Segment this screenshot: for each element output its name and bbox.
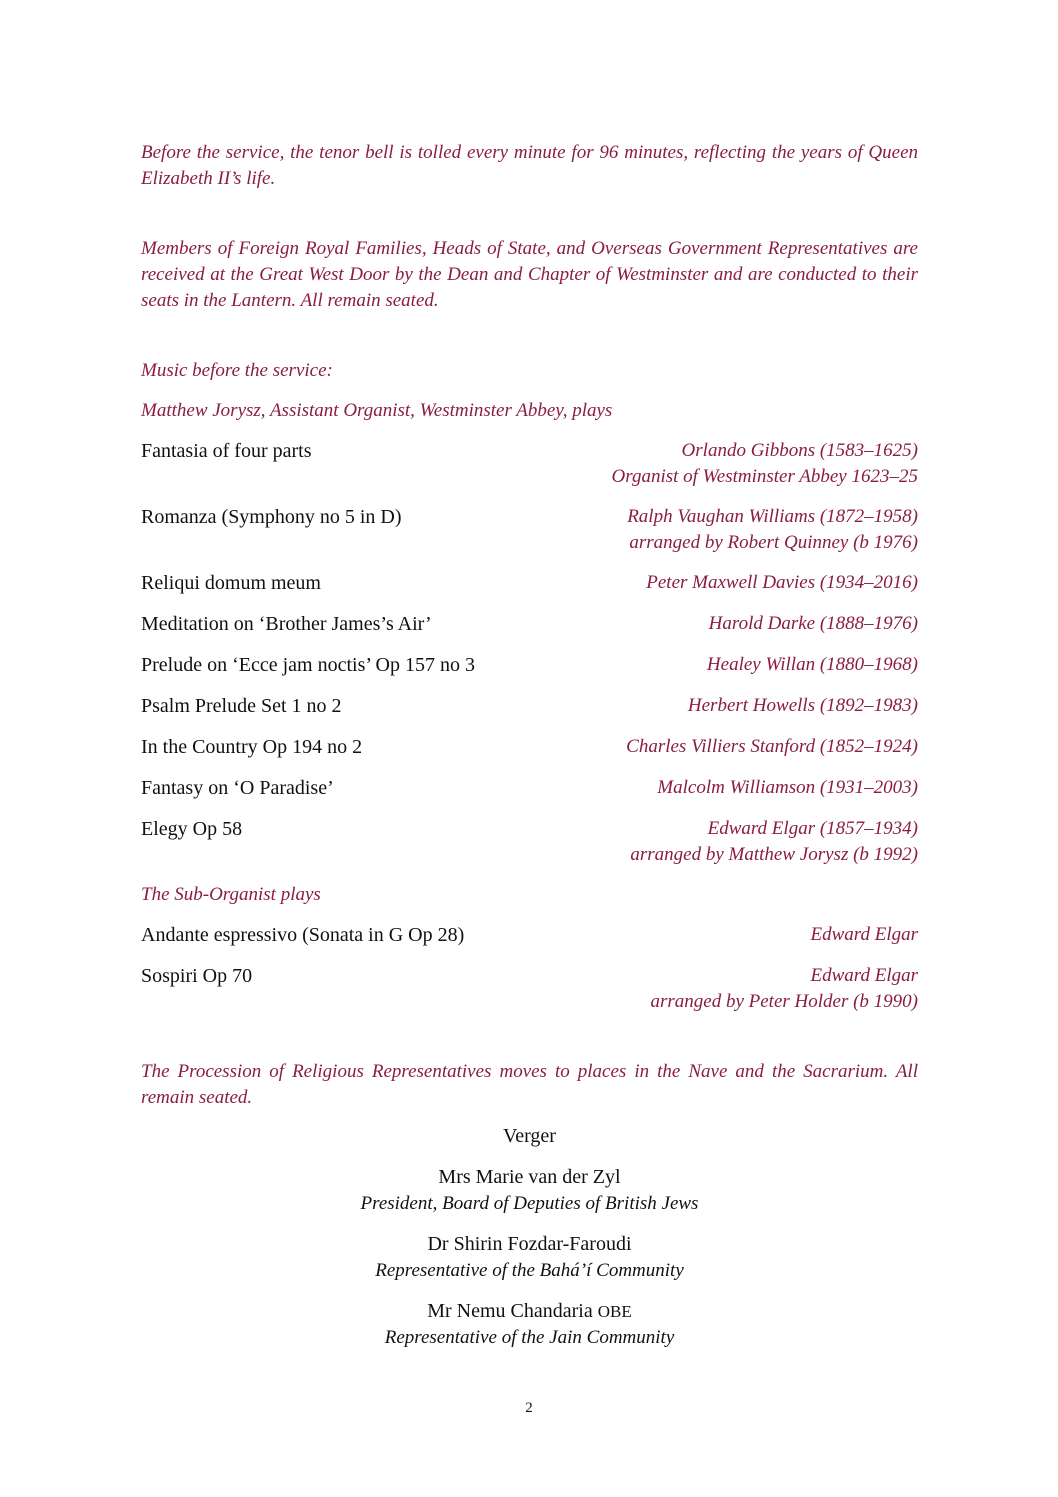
piece-title: Meditation on ‘Brother James’s Air’ bbox=[141, 613, 432, 635]
piece-title: Fantasia of four parts bbox=[141, 440, 312, 462]
composer-name: Harold Darke (1888–1976) bbox=[708, 613, 918, 634]
composer-note: arranged by Peter Holder (b 1990) bbox=[650, 991, 918, 1012]
composer-credit bbox=[626, 734, 918, 760]
representative-name-line bbox=[141, 1298, 918, 1325]
representative-role: President, Board of Deputies of British Jews bbox=[360, 1193, 699, 1214]
piece-title: Elegy Op 58 bbox=[141, 818, 243, 840]
composer-name: Peter Maxwell Davies (1934–2016) bbox=[646, 572, 918, 593]
composer-credit bbox=[630, 816, 918, 868]
music-row bbox=[141, 438, 918, 490]
composer-credit bbox=[612, 438, 918, 490]
piece-title: Sospiri Op 70 bbox=[141, 965, 253, 987]
representative-role: Representative of the Jain Community bbox=[384, 1327, 675, 1348]
music-row bbox=[141, 734, 918, 761]
sub-organist-line: The Sub-Organist plays bbox=[141, 884, 321, 905]
organist-line: Matthew Jorysz, Assistant Organist, Westminster Abbey, plays bbox=[141, 400, 613, 421]
composer-name: Charles Villiers Stanford (1852–1924) bbox=[626, 736, 918, 757]
music-row bbox=[141, 963, 918, 1015]
piece-title: In the Country Op 194 no 2 bbox=[141, 736, 363, 758]
music-row bbox=[141, 693, 918, 720]
composer-name: Healey Willan (1880–1968) bbox=[706, 654, 918, 675]
music-list bbox=[141, 438, 918, 868]
composer-note: Organist of Westminster Abbey 1623–25 bbox=[611, 466, 918, 487]
representative-name: Mr Nemu Chandaria bbox=[427, 1300, 593, 1322]
sub-organist-music-list bbox=[141, 922, 918, 1015]
music-row bbox=[141, 775, 918, 802]
composer-name: Ralph Vaughan Williams (1872–1958) bbox=[627, 506, 918, 527]
piece-title: Fantasy on ‘O Paradise’ bbox=[141, 777, 334, 799]
composer-credit bbox=[650, 963, 918, 1015]
music-row bbox=[141, 611, 918, 638]
composer-name: Orlando Gibbons (1583–1625) bbox=[681, 440, 918, 461]
bell-rubric: Before the service, the tenor bell is tolled every minute for 96 minutes, reflecting the years of Queen Elizabeth II’s life. bbox=[141, 142, 918, 189]
representative-role: Representative of the Bahá’í Community bbox=[375, 1260, 684, 1281]
piece-title: Andante espressivo (Sonata in G Op 28) bbox=[141, 924, 465, 946]
composer-name: Edward Elgar bbox=[810, 924, 918, 945]
procession-rubric: The Procession of Religious Representatives moves to places in the Nave and the Sacrarium. All remain seated. bbox=[141, 1061, 918, 1108]
composer-credit bbox=[688, 693, 918, 719]
verger-block bbox=[141, 1123, 918, 1150]
composer-credit bbox=[646, 570, 918, 596]
composer-name: Herbert Howells (1892–1983) bbox=[687, 695, 918, 716]
representative-name: Dr Shirin Fozdar-Faroudi bbox=[427, 1233, 632, 1255]
composer-credit bbox=[707, 652, 918, 678]
verger-label: Verger bbox=[503, 1125, 556, 1147]
piece-title: Romanza (Symphony no 5 in D) bbox=[141, 506, 402, 528]
composer-name: Edward Elgar (1857–1934) bbox=[707, 818, 918, 839]
reception-rubric: Members of Foreign Royal Families, Heads of State, and Overseas Government Representatives are received at the Great West Door by the Dean and Chapter of Westminster and are conducted to their seats in the Lantern. All remain seated. bbox=[141, 238, 918, 311]
representative-name: Mrs Marie van der Zyl bbox=[438, 1166, 621, 1188]
composer-credit bbox=[709, 611, 918, 637]
composer-credit bbox=[657, 775, 918, 801]
composer-name: Malcolm Williamson (1931–2003) bbox=[657, 777, 918, 798]
piece-title: Reliqui domum meum bbox=[141, 572, 321, 594]
representative-block bbox=[141, 1231, 918, 1284]
representative-block bbox=[141, 1164, 918, 1217]
music-row bbox=[141, 922, 918, 949]
composer-credit bbox=[811, 922, 919, 948]
composer-note: arranged by Robert Quinney (b 1976) bbox=[629, 532, 918, 553]
piece-title: Prelude on ‘Ecce jam noctis’ Op 157 no 3 bbox=[141, 654, 475, 676]
music-row bbox=[141, 816, 918, 868]
representative-block bbox=[141, 1298, 918, 1351]
music-row bbox=[141, 652, 918, 679]
order-of-service-page bbox=[141, 140, 918, 1365]
music-row bbox=[141, 570, 918, 597]
music-heading: Music before the service: bbox=[141, 360, 333, 381]
composer-note: arranged by Matthew Jorysz (b 1992) bbox=[630, 844, 918, 865]
honour-postnominal: OBE bbox=[597, 1302, 632, 1321]
piece-title: Psalm Prelude Set 1 no 2 bbox=[141, 695, 342, 717]
page-number: 2 bbox=[525, 1400, 533, 1416]
composer-name: Edward Elgar bbox=[810, 965, 918, 986]
composer-credit bbox=[627, 504, 918, 556]
music-row bbox=[141, 504, 918, 556]
